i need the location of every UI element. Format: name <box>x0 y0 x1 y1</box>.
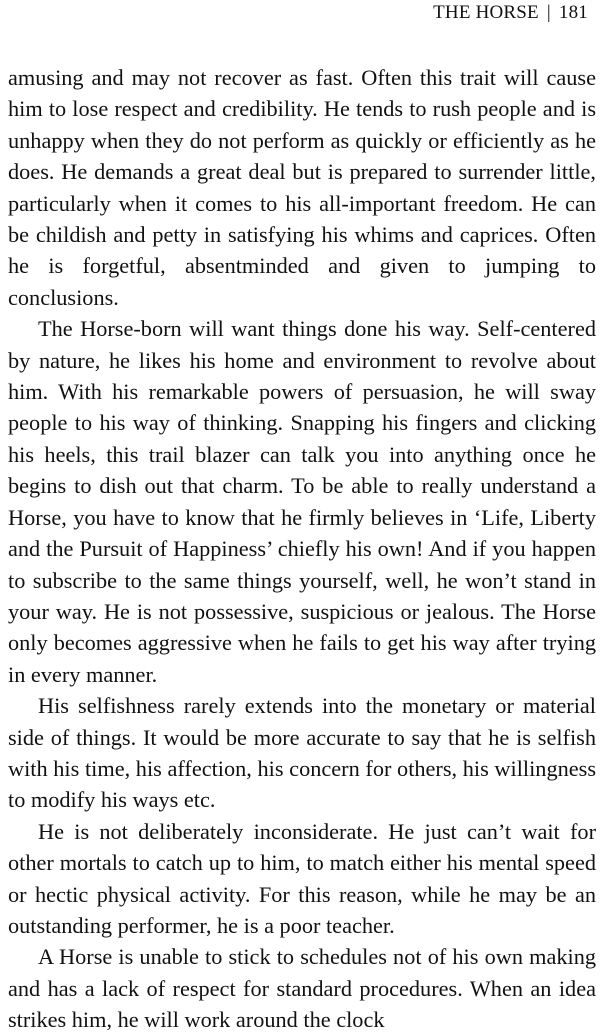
header-separator: | <box>546 2 551 23</box>
body-text <box>8 62 596 1036</box>
paragraph: He is not deliberately inconsiderate. He just can’t wait for other mortals to catch up to him, to match either his mental speed or hectic physical activity. For this reason, while he may be an outstanding performer, he is a poor teacher. <box>8 818 596 938</box>
paragraph: The Horse-born will want things done his way. Self-centered by nature, he likes his home and environment to revolve about him. With his remarkable powers of persuasion, he will sway people to his way of thinking. Snapping his fingers and clicking his heels, this trail blazer can talk you into anything once he begins to dish out that charm. To be able to really understand a Horse, you have to know that he firmly believes in ‘Life, Liberty and the Pursuit of Happiness’ chiefly his own! And if you happen to subscribe to the same things yourself, well, he won’t stand in your way. He is not possessive, suspicious or jealous. The Horse only becomes aggressive when he fails to get his way after trying in every manner. <box>8 316 596 687</box>
paragraph: His selfishness rarely extends into the monetary or material side of things. It would be more accurate to say that he is selfish with his time, his affection, his concern for others, his willingness to modify his ways etc. <box>8 693 596 813</box>
page-number: 181 <box>558 2 588 23</box>
chapter-title: THE HORSE <box>433 2 539 23</box>
running-header <box>433 2 588 24</box>
paragraph-continued: amusing and may not recover as fast. Often this trait will cause him to lose respect and credibility. He tends to rush people and is unhappy when they do not perform as quickly or efficiently as he does. He demands a great deal but is prepared to surrender little, particularly when it comes to his all-important freedom. He can be childish and petty in satisfying his whims and caprices. Often he is forgetful, absentminded and given to jumping to conclusions. <box>8 65 596 310</box>
paragraph: A Horse is unable to stick to schedules not of his own making and has a lack of respect for standard procedures. When an idea strikes him, he will work around the clock <box>8 944 596 1033</box>
